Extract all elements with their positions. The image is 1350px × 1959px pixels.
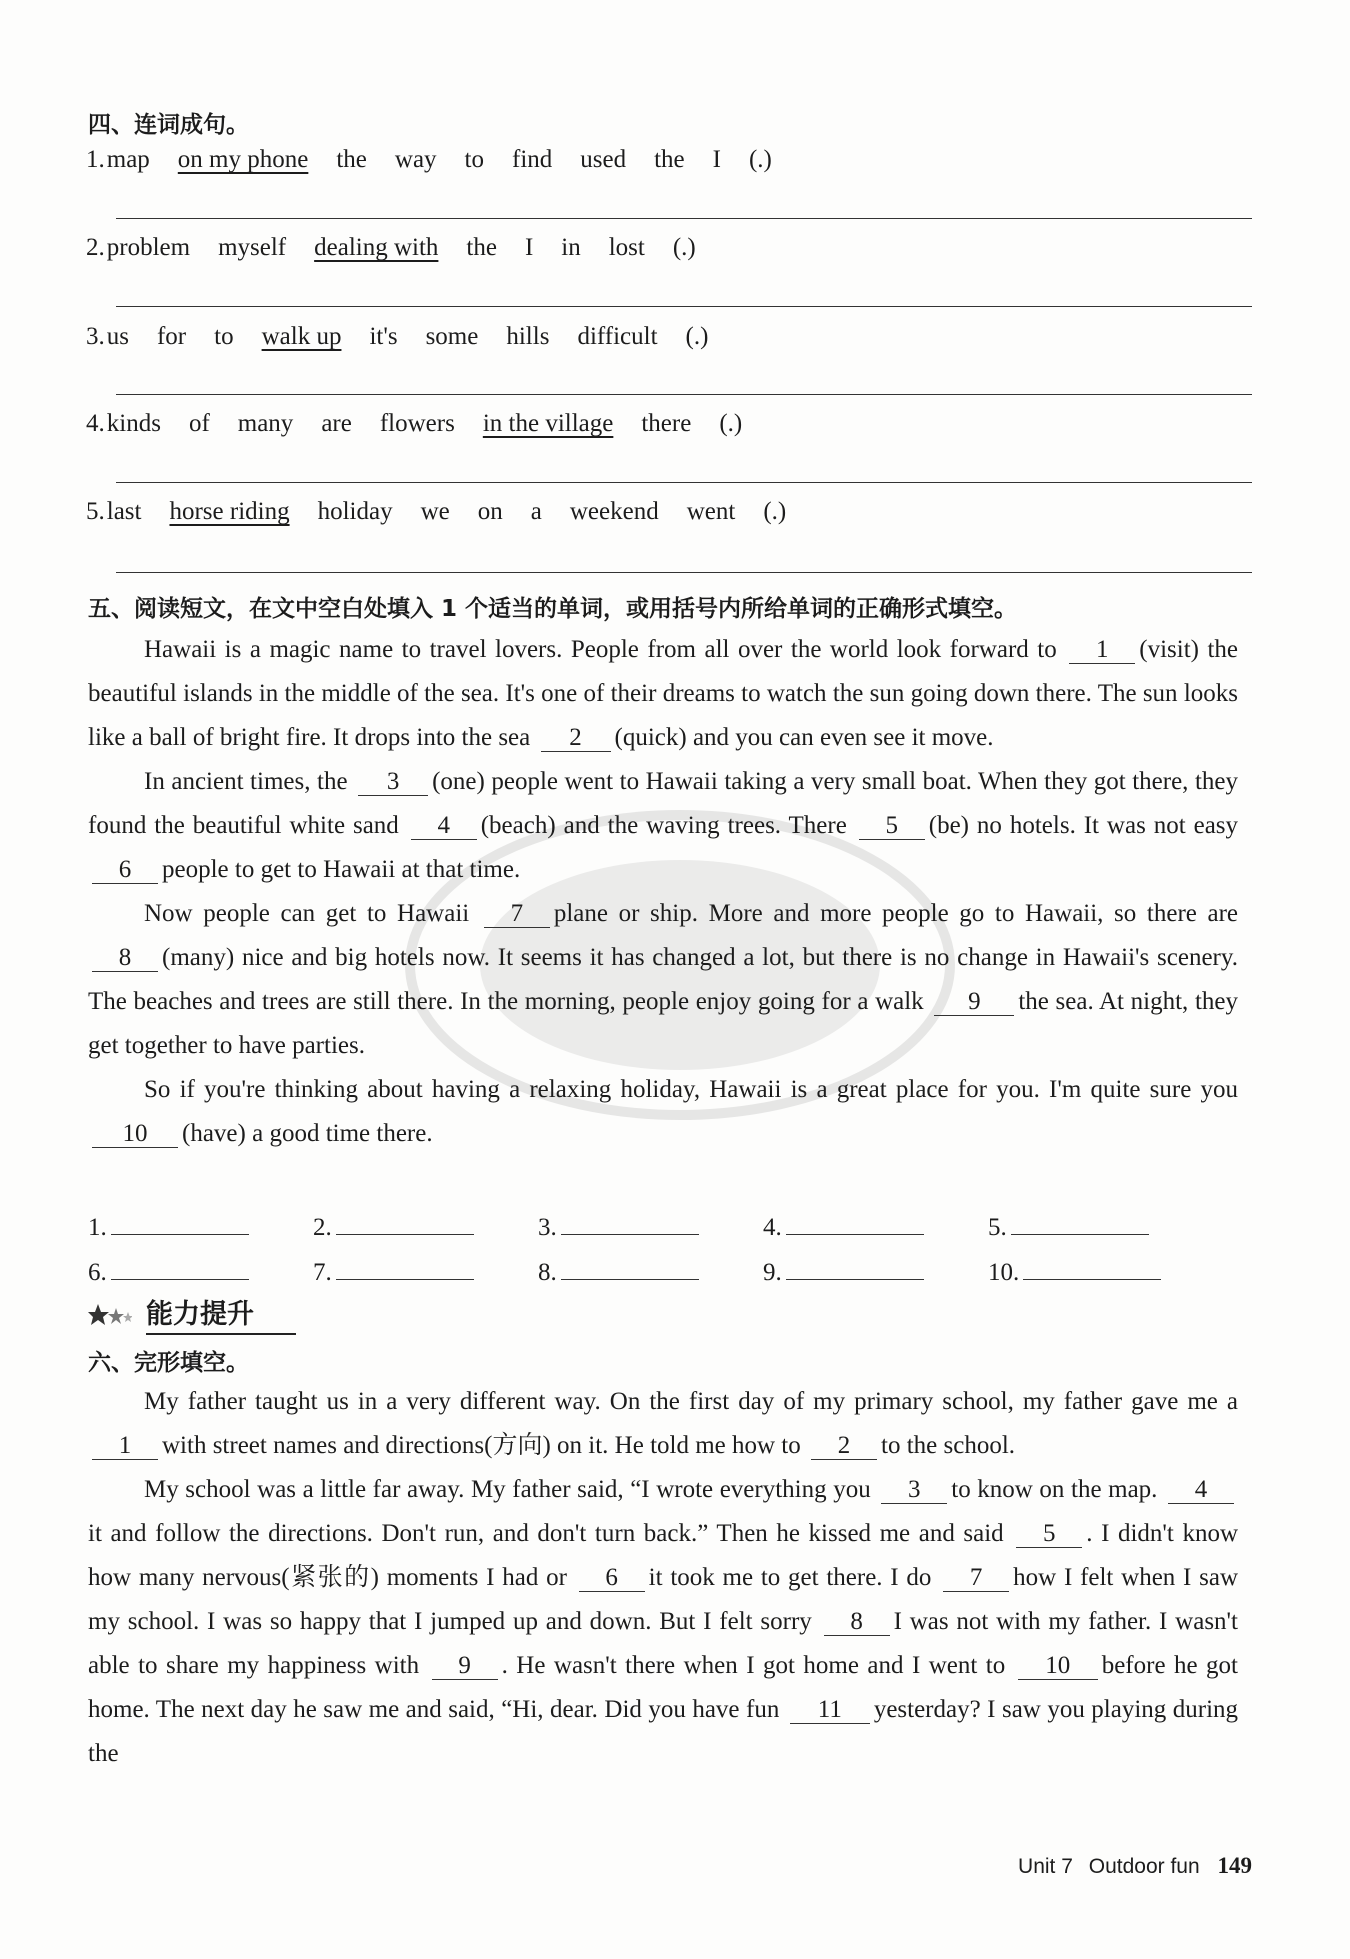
answer-slot[interactable] xyxy=(763,1212,924,1242)
word-token: many xyxy=(237,410,294,437)
word-token: problem xyxy=(106,234,191,261)
blank-8[interactable]: 8 xyxy=(92,945,158,972)
word-token: last xyxy=(106,498,142,525)
word-token: for xyxy=(156,323,187,350)
answer-number: 3. xyxy=(538,1214,557,1241)
word-order-question xyxy=(86,410,742,438)
word-token: to xyxy=(214,323,234,350)
word-token: the xyxy=(466,234,497,261)
word-token: kinds xyxy=(106,410,161,437)
answer-slot[interactable] xyxy=(88,1212,249,1242)
word-token: some xyxy=(425,323,479,350)
word-token: a xyxy=(530,498,542,525)
answer-blank[interactable] xyxy=(111,1212,249,1235)
passage-paragraph: My school was a little far away. My father said, “I wrote everything you 3 to know on the map. 4it and follow the directions. Don't run, and don't turn back.” Then he kissed me and said 5 . I didn't know how many nervous(紧张的) moments I had or 6 it took me to get there. I do 7 how I felt when I saw my school. I was so happy that I jumped up and down. But I felt sorry 8 I was not with my father. I wasn't able to share my happiness with 9 . He wasn't there when I got home and I went to 10 before he got home. The next day he saw me and said, “Hi, dear. Did you have fun 11 yesterday? I saw you playing during the xyxy=(88,1476,1239,1767)
passage-paragraph: In ancient times, the 3 (one) people went to Hawaii taking a very small boat. When they got there, they found the beautiful white sand 4 (beach) and the waving trees. There 5 (be) no hotels. It was not easy 6 people to get to Hawaii at that time. xyxy=(88,768,1239,883)
answer-number: 7. xyxy=(313,1259,332,1286)
word-token: walk up xyxy=(261,323,342,350)
answer-blank[interactable] xyxy=(336,1257,474,1280)
cloze-blank-6[interactable]: 6 xyxy=(579,1565,645,1592)
word-token: it's xyxy=(369,323,398,350)
answer-slot[interactable] xyxy=(763,1257,924,1287)
answer-number: 2. xyxy=(313,1214,332,1241)
answer-blank[interactable] xyxy=(336,1212,474,1235)
word-token: the xyxy=(336,146,367,173)
word-token: we xyxy=(420,498,450,525)
word-token: (.) xyxy=(748,146,772,173)
blank-10[interactable]: 10 xyxy=(92,1121,178,1148)
word-token: hills xyxy=(506,323,550,350)
answer-slot[interactable] xyxy=(538,1257,699,1287)
answer-writing-line[interactable] xyxy=(116,394,1252,395)
passage-paragraph: Hawaii is a magic name to travel lovers. People from all over the world look forward to 1 (visit) the beautiful islands in the middle of the sea. It's one of their dreams to watch the sun going down there. The sun looks like a ball of bright fire. It drops into the sea 2 (quick) and you can even see it move. xyxy=(88,636,1239,751)
section-6-title: 六、完形填空。 xyxy=(88,1350,249,1376)
question-number: 3. xyxy=(86,323,105,350)
word-token: to xyxy=(464,146,484,173)
question-number: 4. xyxy=(86,410,105,437)
answer-number: 5. xyxy=(988,1214,1007,1241)
word-token: (.) xyxy=(672,234,696,261)
answer-blank[interactable] xyxy=(1011,1212,1149,1235)
answer-slot[interactable] xyxy=(313,1257,474,1287)
word-token: in xyxy=(561,234,581,261)
cloze-blank-1[interactable]: 1 xyxy=(92,1433,158,1460)
answer-blank[interactable] xyxy=(111,1257,249,1280)
word-token: find xyxy=(512,146,553,173)
answer-number: 4. xyxy=(763,1214,782,1241)
cloze-blank-9[interactable]: 9 xyxy=(432,1653,498,1680)
word-token: difficult xyxy=(577,323,658,350)
word-token: myself xyxy=(218,234,287,261)
page-number: 149 xyxy=(1217,1853,1252,1878)
word-token: used xyxy=(580,146,627,173)
answer-writing-line[interactable] xyxy=(116,218,1252,219)
cloze-blank-3[interactable]: 3 xyxy=(881,1477,947,1504)
answer-slot[interactable] xyxy=(88,1257,249,1287)
passage-paragraph: So if you're thinking about having a relaxing holiday, Hawaii is a great place for you. I'm quite sure you 10 (have) a good time there. xyxy=(88,1068,1238,1156)
word-token: dealing with xyxy=(314,234,439,261)
blank-7[interactable]: 7 xyxy=(484,901,550,928)
answer-blank[interactable] xyxy=(786,1212,924,1235)
answer-slot[interactable] xyxy=(313,1212,474,1242)
word-token: holiday xyxy=(317,498,393,525)
passage-paragraph: My father taught us in a very different way. On the first day of my primary school, my father gave me a 1 with street names and directions(方向) on it. He told me how to 2 to the school. xyxy=(88,1380,1238,1468)
blank-4[interactable]: 4 xyxy=(411,813,477,840)
cloze-blank-4[interactable]: 4 xyxy=(1168,1477,1234,1504)
section-6-passage xyxy=(88,1380,1238,1776)
question-number: 1. xyxy=(86,146,105,173)
word-token: on my phone xyxy=(177,146,309,173)
answer-blank[interactable] xyxy=(1023,1257,1161,1280)
word-token: on xyxy=(477,498,503,525)
cloze-blank-7[interactable]: 7 xyxy=(943,1565,1009,1592)
footer-topic: Outdoor fun xyxy=(1088,1855,1200,1878)
word-token: (.) xyxy=(719,410,743,437)
blank-9[interactable]: 9 xyxy=(934,989,1014,1016)
band-title: 能力提升 xyxy=(146,1292,296,1335)
word-token: lost xyxy=(608,234,645,261)
word-order-question xyxy=(86,146,772,174)
answer-number: 9. xyxy=(763,1259,782,1286)
word-token: I xyxy=(524,234,534,261)
footer-unit: Unit 7 xyxy=(1018,1855,1073,1878)
section-5-passage xyxy=(88,628,1238,1156)
page-footer xyxy=(1018,1853,1252,1879)
answer-blank[interactable] xyxy=(561,1212,699,1235)
word-token: flowers xyxy=(379,410,455,437)
question-number: 2. xyxy=(86,234,105,261)
section-5-title: 五、阅读短文，在文中空白处填入 1 个适当的单词，或用括号内所给单词的正确形式填空。 xyxy=(88,596,1018,622)
blank-3[interactable]: 3 xyxy=(358,769,428,796)
answer-number: 8. xyxy=(538,1259,557,1286)
answer-writing-line[interactable] xyxy=(116,572,1252,573)
blank-2[interactable]: 2 xyxy=(541,725,611,752)
stars-icon xyxy=(88,1300,132,1330)
answer-blank[interactable] xyxy=(786,1257,924,1280)
word-token: weekend xyxy=(569,498,659,525)
cloze-blank-5[interactable]: 5 xyxy=(1016,1521,1082,1548)
word-token: map xyxy=(106,146,150,173)
word-order-question xyxy=(86,323,708,351)
word-order-question xyxy=(86,234,696,262)
answer-slot[interactable] xyxy=(988,1257,1161,1287)
word-token: horse riding xyxy=(169,498,290,525)
cloze-blank-2[interactable]: 2 xyxy=(811,1433,877,1460)
answer-writing-line[interactable] xyxy=(116,482,1252,483)
word-token: I xyxy=(712,146,721,173)
question-number: 5. xyxy=(86,498,105,525)
word-token: are xyxy=(321,410,352,437)
answer-writing-line[interactable] xyxy=(116,306,1252,307)
blank-6[interactable]: 6 xyxy=(92,857,158,884)
word-token: us xyxy=(106,323,129,350)
answer-number: 1. xyxy=(88,1214,107,1241)
answer-blank[interactable] xyxy=(561,1257,699,1280)
word-token: in the village xyxy=(482,410,614,437)
answer-slot[interactable] xyxy=(538,1212,699,1242)
blank-1[interactable]: 1 xyxy=(1069,637,1135,664)
word-token: (.) xyxy=(763,498,787,525)
cloze-blank-10[interactable]: 10 xyxy=(1018,1653,1098,1680)
word-order-question xyxy=(86,498,786,526)
word-token: of xyxy=(188,410,210,437)
word-token: there xyxy=(641,410,692,437)
cloze-blank-8[interactable]: 8 xyxy=(824,1609,890,1636)
word-token: (.) xyxy=(685,323,709,350)
section-4-title: 四、连词成句。 xyxy=(88,112,249,138)
passage-paragraph: Now people can get to Hawaii 7 plane or ship. More and more people go to Hawaii, so there are 8 (many) nice and big hotels now. It seems it has changed a lot, but there is no change in Hawaii's scenery. The beaches and trees are still there. In the morning, people enjoy going for a walk 9 the sea. At night, they get together to have parties. xyxy=(88,900,1238,1059)
blank-5[interactable]: 5 xyxy=(859,813,925,840)
cloze-blank-11[interactable]: 11 xyxy=(790,1697,870,1724)
answer-number: 10. xyxy=(988,1259,1020,1286)
word-token: the xyxy=(654,146,685,173)
answer-number: 6. xyxy=(88,1259,107,1286)
answer-slot[interactable] xyxy=(988,1212,1149,1242)
word-token: went xyxy=(686,498,736,525)
word-token: way xyxy=(394,146,437,173)
